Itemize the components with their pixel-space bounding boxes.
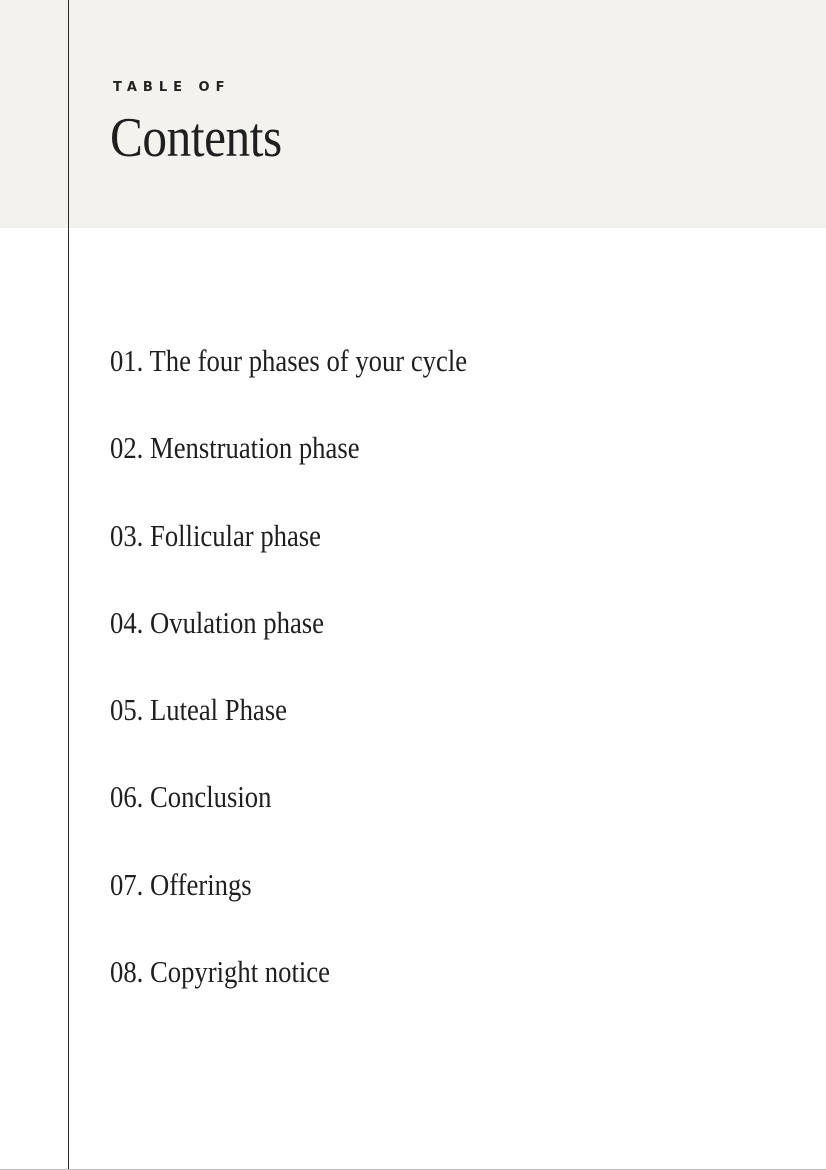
toc-item-04[interactable]: 04. Ovulation phase <box>110 604 324 640</box>
toc-item-06[interactable]: 06. Conclusion <box>110 779 272 815</box>
toc-item-07[interactable]: 07. Offerings <box>110 866 252 902</box>
page-title: Contents <box>110 107 282 169</box>
table-of-contents <box>110 340 525 1038</box>
toc-item-03[interactable]: 03. Follicular phase <box>110 517 322 553</box>
toc-item-08[interactable]: 08. Copyright notice <box>110 954 330 990</box>
toc-item-05[interactable]: 05. Luteal Phase <box>110 692 287 728</box>
toc-item-02[interactable]: 02. Menstruation phase <box>110 430 360 466</box>
left-vertical-rule <box>68 0 69 1170</box>
toc-item-01[interactable]: 01. The four phases of your cycle <box>110 343 468 378</box>
section-kicker: TABLE OF <box>113 80 231 95</box>
